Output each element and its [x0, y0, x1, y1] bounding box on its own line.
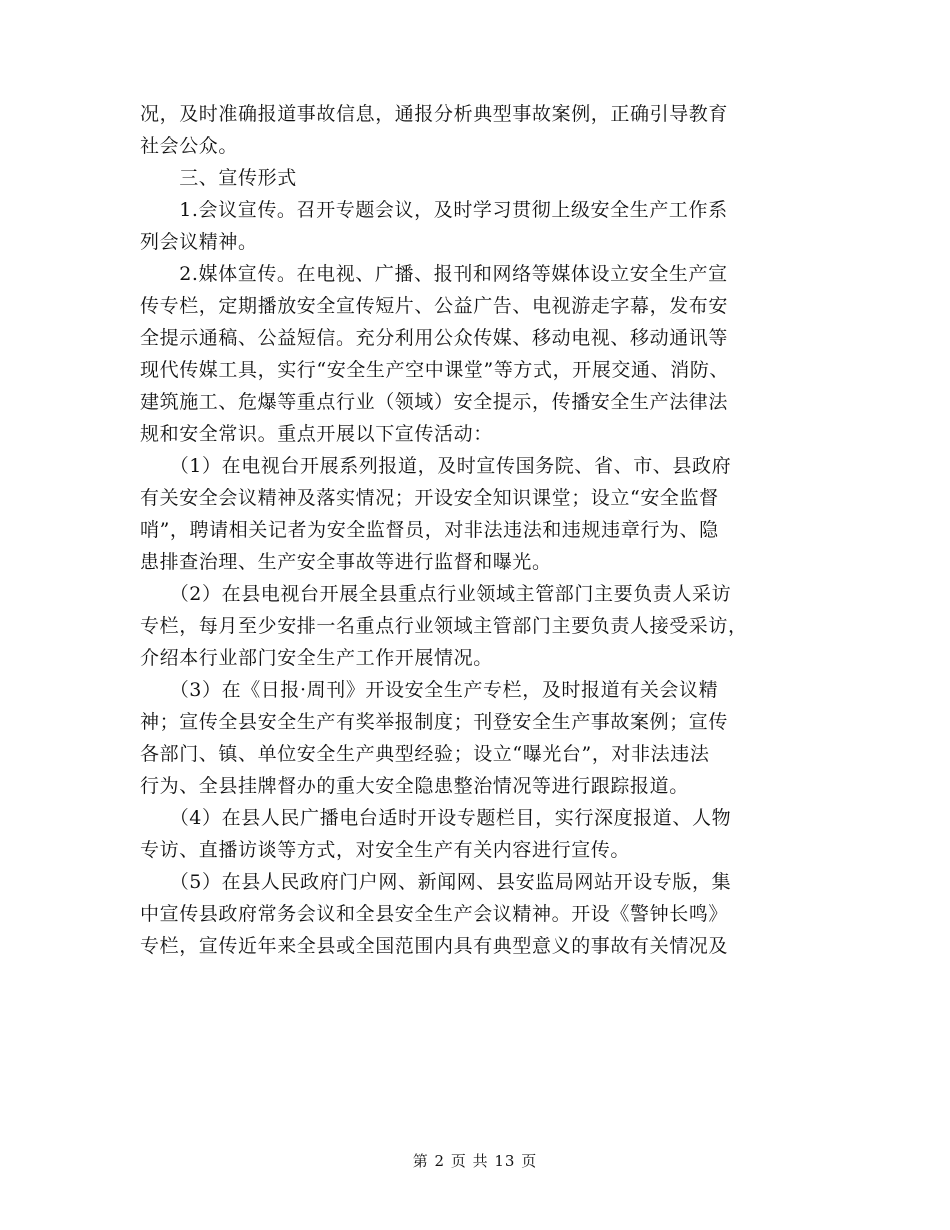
- text-line: 现代传媒工具，实行“安全生产空中课堂”等方式，开展交通、消防、: [140, 359, 730, 381]
- text-line: （3）在《日报·周刊》开设安全生产专栏，及时报道有关会议精: [140, 679, 719, 701]
- text-line: 全提示通稿、公益短信。充分利用公众传媒、移动电视、移动通讯等: [140, 327, 729, 349]
- text-line: 介绍本行业部门安全生产工作开展情况。: [140, 647, 493, 669]
- section-heading: 三、宣传形式: [140, 167, 297, 189]
- text-line: 列会议精神。: [140, 231, 258, 253]
- text-line: 行为、全县挂牌督办的重大安全隐患整治情况等进行跟踪报道。: [140, 775, 689, 797]
- text-line: 建筑施工、危爆等重点行业（领域）安全提示，传播安全生产法律法: [140, 391, 729, 413]
- page-number-footer: 第 2 页 共 13 页: [412, 1152, 538, 1170]
- text-line: （2）在县电视台开展全县重点行业领域主管部门主要负责人采访: [140, 583, 732, 605]
- text-line: 规和安全常识。重点开展以下宣传活动：: [140, 423, 493, 445]
- text-line: （4）在县人民广播电台适时开设专题栏目，实行深度报道、人物: [140, 807, 732, 829]
- text-line: 患排查治理、生产安全事故等进行监督和曝光。: [140, 551, 552, 573]
- text-line: 专栏，每月至少安排一名重点行业领域主管部门主要负责人接受采访，: [140, 615, 748, 637]
- body-text: [140, 98, 820, 962]
- text-line: （5）在县人民政府门户网、新闻网、县安监局网站开设专版，集: [140, 871, 732, 893]
- text-line: 传专栏，定期播放安全宣传短片、公益广告、电视游走字幕，发布安: [140, 295, 729, 317]
- text-line: 中宣传县政府常务会议和全县安全生产会议精神。开设《警钟长鸣》: [140, 903, 729, 925]
- text-line: 况，及时准确报道事故信息，通报分析典型事故案例，正确引导教育: [140, 103, 729, 125]
- text-line: 专访、直播访谈等方式，对安全生产有关内容进行宣传。: [140, 839, 631, 861]
- text-line: 社会公众。: [140, 135, 239, 157]
- text-line: 1.会议宣传。召开专题会议，及时学习贯彻上级安全生产工作系: [140, 199, 728, 221]
- text-line: 哨”，聘请相关记者为安全监督员，对非法违法和违规违章行为、隐: [140, 519, 719, 541]
- text-line: 2.媒体宣传。在电视、广播、报刊和网络等媒体设立安全生产宣: [140, 263, 728, 285]
- text-line: 有关安全会议精神及落实情况；开设安全知识课堂；设立“安全监督: [140, 487, 719, 509]
- text-line: 专栏，宣传近年来全县或全国范围内具有典型意义的事故有关情况及: [140, 935, 729, 957]
- text-line: （1）在电视台开展系列报道，及时宣传国务院、省、市、县政府: [140, 455, 732, 477]
- text-line: 神；宣传全县安全生产有奖举报制度；刊登安全生产事故案例；宣传: [140, 711, 729, 733]
- text-line: 各部门、镇、单位安全生产典型经验；设立“曝光台”，对非法违法: [140, 743, 710, 765]
